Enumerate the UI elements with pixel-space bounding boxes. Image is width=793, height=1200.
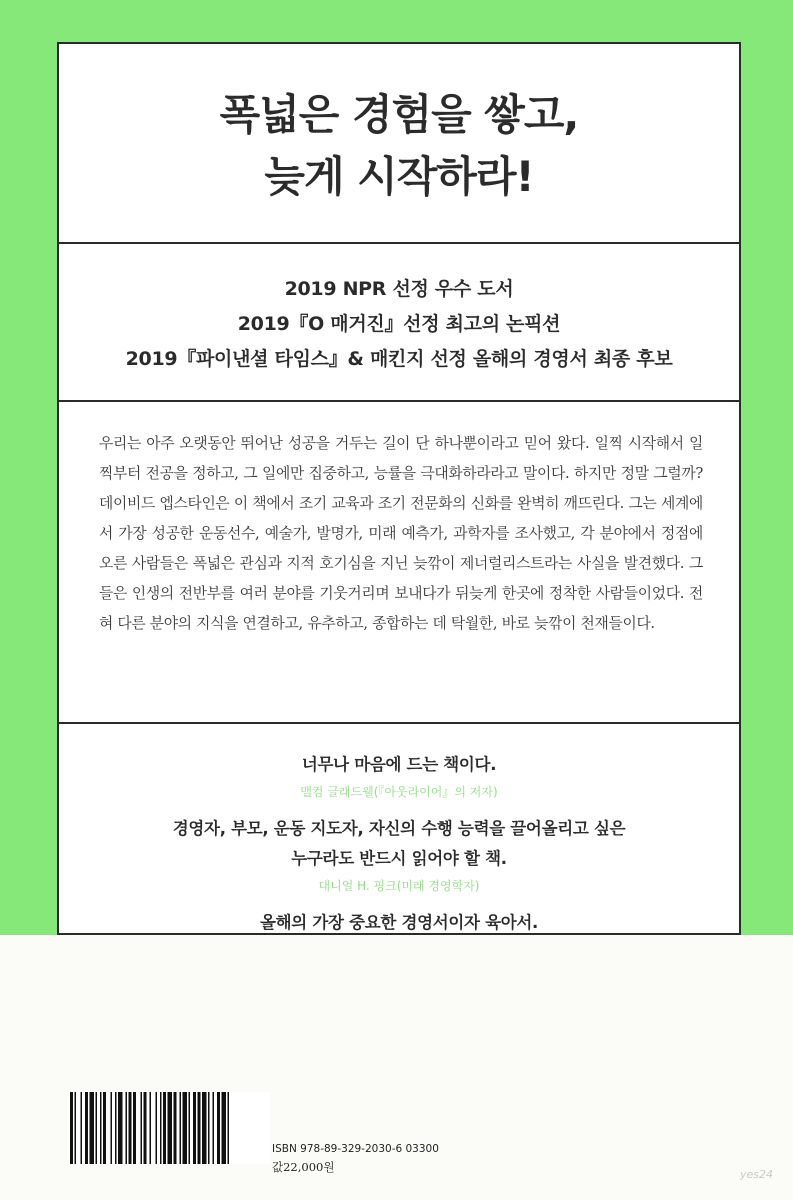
endorsement-text: 너무나 마음에 드는 책이다. <box>301 755 497 774</box>
headline <box>59 44 739 242</box>
price-text: 값22,000원 <box>272 1160 335 1174</box>
book-description: 우리는 아주 오랫동안 뛰어난 성공을 거두는 길이 단 하나뿐이라고 믿어 왔다. 일찍 시작해서 일찍부터 전공을 정하고, 그 일에만 집중하고, 능률을 극대화하라라고 말이다. 하지만 정말 그럴까? 데이비드 엡스타인은 이 책에서 조기 교육과 조기 전문화의 신화를 완벽히 깨뜨린다. 그는 세계에서 가장 성공한 운동선수, 예술가, 발명가, 미래 예측가, 과학자를 조사했고, 각 분야에서 정점에 오른 사람들은 폭넓은 관심과 지적 호기심을 지닌 늦깎이 제너럴리스트라는 사실을 발견했다. 그들은 인생의 전반부를 여러 분야를 기웃거리며 보내다가 뒤늦게 한곳에 정착한 사람들이었다. 전혀 다른 분야의 지식을 연결하고, 유추하고, 종합하는 데 탁월한, 바로 늦깎이 천재들이다. <box>99 435 703 632</box>
endorsement-source: 대니얼 H. 핑크(미래 경영학자) <box>318 879 480 893</box>
endorsement-text: 누구라도 반드시 읽어야 할 책. <box>291 849 507 868</box>
awards-list <box>59 244 739 400</box>
award-item: 2019 NPR 선정 우수 도서 <box>284 277 514 300</box>
endorsement-text: 경영자, 부모, 운동 지도자, 자신의 수행 능력을 끌어올리고 싶은 <box>172 819 626 838</box>
cover-text-panel <box>57 42 741 935</box>
barcode <box>68 1092 270 1164</box>
endorsement-text: 올해의 가장 중요한 경영서이자 육아서. <box>260 913 538 932</box>
endorsement-source: 맬컴 글래드웰(『아웃라이어』의 저자) <box>300 785 498 799</box>
award-item: 2019『O 매거진』선정 최고의 논픽션 <box>237 312 561 335</box>
headline-line-1: 폭넓은 경험을 쌓고, <box>219 90 579 139</box>
headline-line-2: 늦게 시작하라! <box>264 152 534 201</box>
endorsements <box>59 724 739 935</box>
isbn-text: ISBN 978-89-329-2030-6 03300 <box>272 1143 439 1155</box>
award-item: 2019『파이낸셜 타임스』& 매킨지 선정 올해의 경영서 최종 후보 <box>125 347 673 370</box>
watermark-logo: yes24 <box>740 1168 774 1181</box>
